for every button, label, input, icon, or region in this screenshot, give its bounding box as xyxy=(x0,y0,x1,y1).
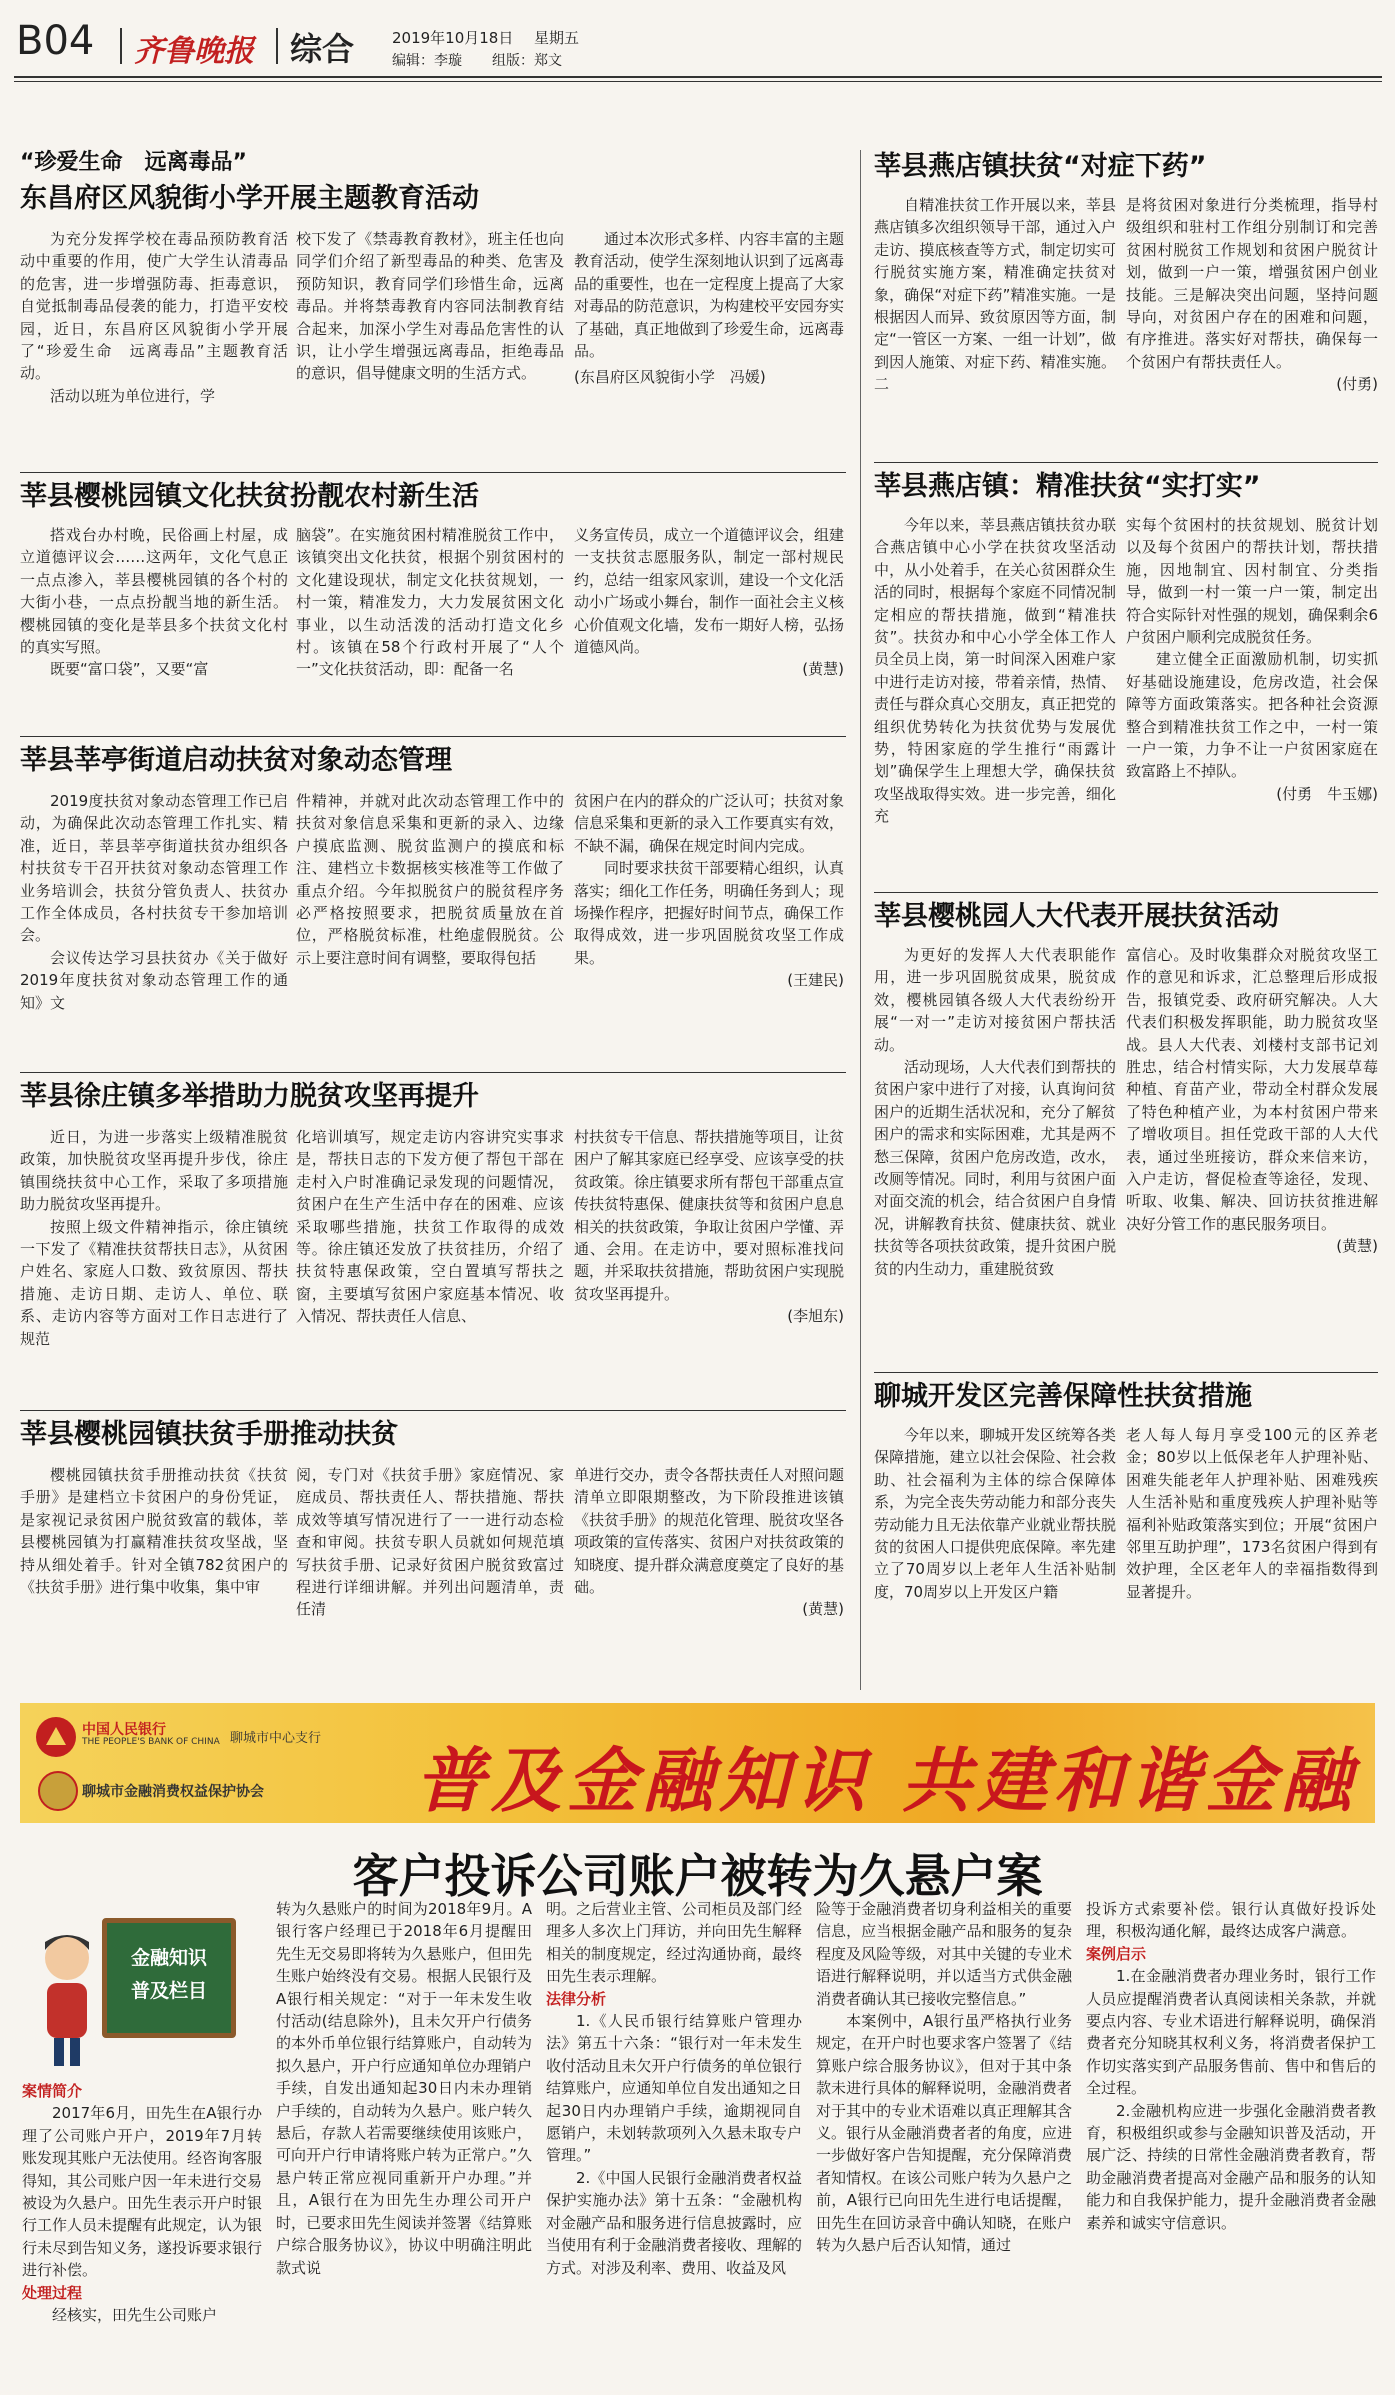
case-col3 xyxy=(546,1898,802,2392)
divider-7 xyxy=(874,892,1378,893)
article3-byline: (王建民) xyxy=(787,971,844,990)
protection-association: 聊城市金融消费权益保护协会 xyxy=(82,1784,264,1800)
case-para3: 明。之后营业主管、公司柜员及部门经理多人多次上门拜访，并向田先生解释相关的制度规定，经过沟通协商，最终田先生表示理解。 xyxy=(546,1900,802,1986)
page-number: B04 xyxy=(16,18,95,64)
case-title: 客户投诉公司账户被转为久悬户案 xyxy=(352,1849,1043,1903)
masthead-divider-2 xyxy=(276,28,278,64)
issue-date: 2019年10月18日 xyxy=(392,29,514,47)
banner-slogan: 普及金融知识 共建和谐金融 xyxy=(415,1739,1358,1822)
article9-col2 xyxy=(1126,1424,1378,1686)
article6-col2 xyxy=(1126,194,1378,462)
bank-name-en: THE PEOPLE'S BANK OF CHINA xyxy=(82,1737,220,1747)
chalkboard xyxy=(102,1918,236,2038)
article1-col2 xyxy=(296,228,564,478)
article4-para1: 近日，为进一步落实上级精准脱贫政策，加快脱贫攻坚再提升步伐，徐庄镇围绕扶贫中心工作，采取了多项措施助力脱贫攻坚再提升。 xyxy=(20,1128,288,1214)
divider-4 xyxy=(20,1410,846,1411)
article2-para4: 义务宣传员，成立一个道德评议会，组建一支扶贫志愿服务队，制定一部村规民约，总结一组家风家训，建设一个文化活动小广场或小舞台，制作一面社会主义核心价值观文化墙，发布一期好人榜，弘扬道德风尚。 xyxy=(574,526,844,657)
article5-para2: 阅，专门对《扶贫手册》家庭情况、家庭成员、帮扶责任人、帮扶措施、帮扶成效等填写情况进行了一一进行动态检查和审阅。扶贫专职人员就如何规范填写扶贫手册、记录好贫困户脱贫致富过程进行详细讲解。并列出问题清单，责任清 xyxy=(296,1466,564,1619)
article7-para1: 今年以来，莘县燕店镇扶贫办联合燕店镇中心小学在扶贫攻坚活动中，从小处着手，在关心贫困群众生活的同时，根据每个家庭不同情况制定相应的帮扶措施，做到“精准扶贫”。扶贫办和中心小学全体工作人员全员上岗，第一时间深入困难户家中进行走访对接，带着亲情，热情、责任与群众真心交朋友，真正把党的组织优势转化为扶贫优势与发展优势，特困家庭的学生推行“雨露计划”确保学生上理想大学，确保扶贫攻坚战取得实效。进一步完善，细化充 xyxy=(874,516,1116,826)
article9-col1 xyxy=(874,1424,1116,1686)
article5-title: 莘县樱桃园镇扶贫手册推动扶贫 xyxy=(20,1419,398,1450)
case-law-heading: 法律分析 xyxy=(546,1989,607,2008)
designer-credit: 组版：郑文 xyxy=(492,53,562,69)
article5-col2 xyxy=(296,1464,564,1689)
section-name: 综合 xyxy=(290,30,355,68)
article4-col3 xyxy=(574,1126,844,1406)
article8-para3: 富信心。及时收集群众对脱贫攻坚工作的意见和诉求，汇总整理后形成报告，报镇党委、政府研究解决。人大代表们积极发挥职能，助力脱贫攻坚战。县人大代表、刘楼村支部书记刘胜忠，结合村情实际，大力发展草莓种植、育苗产业，带动全村群众发展了特色种植产业，为本村贫困户带来了增收项目。担任党政干部的人大代表，通过坐班接访，群众来信来访，入户走访，督促检查等途径，发现、听取、收集、解决、回访扶贫推进解决好分管工作的惠民服务项目。 xyxy=(1126,946,1378,1233)
divider-3 xyxy=(20,1072,846,1073)
case-col5 xyxy=(1086,1898,1376,2392)
column-badge xyxy=(22,1908,232,2078)
article3-title: 莘县莘亭街道启动扶贫对象动态管理 xyxy=(20,745,452,776)
article9-para1: 今年以来，聊城开发区统筹各类保障措施，建立以社会保险、社会救助、社会福利为主体的综合保障体系，为完全丧失劳动能力和部分丧失劳动能力且无法依靠产业就业帮扶脱贫的贫困人口提供兜底保障。率先建立了70周岁以上老年人生活补贴制度，70周岁以上开发区户籍 xyxy=(874,1426,1116,1601)
case-para2: 转为久悬账户的时间为2018年9月。A银行客户经理已于2018年6月提醒田先生无交易即将转为久悬账户，但田先生账户始终没有交易。根据人民银行及A银行相关规定：“对于一年未发生收付活动(结息除外)，且未欠开户行债务的本外币单位银行结算账户，自动转为拟久悬户，开户行应通知单位办理销户手续，自发出通知起30日内未办理销户手续的，自动转为久悬户。账户转久悬后，存款人若需要继续使用该账户，可向开户行申请将账户转为正常户。”久悬户转正常应视同重新开户办理。”并且，A银行在为田先生办理公司开户时，已要求田先生阅读并签署《结算账户综合服务协议》，协议中明确注明此款式说 xyxy=(276,1900,532,2277)
case-process-heading: 处理过程 xyxy=(22,2283,83,2302)
article9-title: 聊城开发区完善保障性扶贫措施 xyxy=(874,1381,1252,1412)
article7-para2: 实每个贫困村的扶贫规划、脱贫计划以及每个贫困户的帮扶计划，帮扶措施，因地制宜、因村制宜、分类指导，做到一村一策一户一策，制定出符合实际针对性强的规划，确保剩余6户贫困户顺利完成脱贫任务。 xyxy=(1126,516,1378,647)
case-law2: 2.《中国人民银行金融消费者权益保护实施办法》第十五条：“金融机构对金融产品和服务进行信息披露时，应当使用有利于金融消费者接收、理解的方式。对涉及利率、费用、收益及风 xyxy=(546,2168,802,2277)
article9-para2: 老人每人每月享受100元的区养老金；80岁以上低保老年人护理补贴、困难失能老年人护理补贴、困难残疾人生活补贴和重度残疾人护理补贴等福利补贴政策落实到位；开展“贫困户邻里互助护理”，173名贫困户得到有效护理，全区老年人的幸福指数得到显著提升。 xyxy=(1126,1426,1378,1601)
bank-name-cn: 中国人民银行 xyxy=(82,1722,166,1738)
divider-1 xyxy=(20,472,846,473)
article1-kicker: “珍爱生命 远离毒品” xyxy=(20,150,247,175)
masthead-divider xyxy=(120,28,122,64)
paper-name: 齐鲁晚报 xyxy=(134,34,254,69)
article2-para1: 搭戏台办村晚，民俗画上村屋，成立道德评议会……这两年，文化气息正一点点渗入，莘县樱桃园镇的各个村的大街小巷，一点点扮靓当地的新生活。樱桃园镇的变化是莘县多个扶贫文化村的真实写照。 xyxy=(20,526,288,657)
case-para6: 投诉方式索要补偿。银行认真做好投诉处理，积极沟通化解，最终达成客户满意。 xyxy=(1086,1900,1376,1941)
masthead xyxy=(14,10,1384,72)
article5-col3 xyxy=(574,1464,844,1689)
case-para5: 本案例中，A银行虽严格执行业务规定，在开户时也要求客户签署了《结算账户综合服务协议》，但对于其中条款未进行具体的解释说明，金融消费者对于其中的专业术语难以真正理解其含义。银行从金融消费者者的角度，应进一步做好客户告知提醒，充分保障消费者知情权。在该公司账户转为久悬户之前，A银行已向田先生进行电话提醒，田先生在回访录音中确认知晓，在账户转为久悬户后否认知情，通过 xyxy=(816,2012,1072,2255)
case-insight-heading: 案例启示 xyxy=(1086,1944,1147,1963)
article1-para4: 通过本次形式多样、内容丰富的主题教育活动，使学生深刻地认识到了远离毒品的重要性，也在一定程度上提高了大家对毒品的防范意识，为构建校平安园夯实了基础，真正地做到了珍爱生命，远离毒品。 xyxy=(574,230,844,361)
issue-weekday: 星期五 xyxy=(534,29,580,47)
article7-col1 xyxy=(874,514,1116,886)
case-para4: 险等于金融消费者切身利益相关的重要信息，应当根据金融产品和服务的复杂程度及风险等级，对其中关键的专业术语进行解释说明，并以适当方式供金融消费者确认其已接收完整信息。” xyxy=(816,1900,1072,2008)
article1-para1: 为充分发挥学校在毒品预防教育活动中重要的作用，使广大学生认清毒品的危害，进一步增强防毒、拒毒意识，自觉抵制毒品侵袭的能力，打造平安校园，近日，东昌府区风貌街小学开展了“珍爱生命 远离毒品”主题教育活动。 xyxy=(20,230,288,383)
article4-title: 莘县徐庄镇多举措助力脱贫攻坚再提升 xyxy=(20,1081,479,1112)
case-col4 xyxy=(816,1898,1072,2392)
masthead-rule-thin xyxy=(14,81,1382,82)
article4-col1 xyxy=(20,1126,288,1406)
case-law1: 1.《人民币银行结算账户管理办法》第五十六条：“银行对一年未发生收付活动且未欠开户行债务的单位银行结算账户，应通知单位自发出通知之日起30日内办理销户手续，逾期视同自愿销户，未划转款项列入久悬未取专户管理。” xyxy=(546,2012,802,2165)
article1-col1 xyxy=(20,228,288,478)
financial-knowledge-banner xyxy=(20,1703,1375,1823)
article1-col3 xyxy=(574,228,844,478)
case-insight2: 2.金融机构应进一步强化金融消费者教育，积极组织或参与金融知识普及活动，开展广泛、持续的日常性金融消费者教育，帮助金融消费者提高对金融产品和服务的认知能力和自我保护能力，提升金融消费者金融素养和诚实守信意识。 xyxy=(1086,2101,1376,2232)
article1-para3: 校下发了《禁毒教育教材》，班主任也向同学们介绍了新型毒品的种类、危害及预防知识，教育同学们珍惜生命，远离毒品。并将禁毒教育内容同法制教育结合起来，加深小学生对毒品危害性的认识，让小学生增强远离毒品，拒绝毒品的意识，倡导健康文明的生活方式。 xyxy=(296,230,564,383)
article3-col2 xyxy=(296,790,564,1070)
article4-col2 xyxy=(296,1126,564,1406)
article1-para2: 活动以班为单位进行，学 xyxy=(50,386,216,405)
article1-title: 东昌府区风貌街小学开展主题教育活动 xyxy=(20,183,479,214)
divider-8 xyxy=(874,1372,1378,1373)
pboc-logo-icon xyxy=(36,1717,76,1757)
article5-para3: 单进行交办，责令各帮扶责任人对照问题清单立即限期整改，为下阶段推进该镇《扶贫手册》的规范化管理、脱贫攻坚各项政策的宣传落实、贫困户对扶贫政策的知晓度、提升群众满意度奠定了良好的基础。 xyxy=(574,1466,844,1597)
article8-title: 莘县樱桃园人大代表开展扶贫活动 xyxy=(874,901,1279,932)
article4-para3: 化培训填写，规定走访内容讲究实事求是，帮扶日志的下发方便了帮包干部在走村入户时准确记录发现的问题情况，贫困户在生产生活中存在的困难、应该采取哪些措施，扶贫工作取得的成效等。徐庄镇还发放了扶贫挂历，介绍了扶贫特惠保政策，空白置填写帮扶之窗，主要填写贫困户家庭基本情况、收入情况、帮扶责任人信息、 xyxy=(296,1128,564,1326)
article4-para4: 村扶贫专干信息、帮扶措施等项目，让贫困户了解其家庭已经享受、应该享受的扶贫政策。徐庄镇要求所有帮包干部重点宣传扶贫特惠保、健康扶贫等和贫困户息息相关的扶贫政策，争取让贫困户学懂、弄通、会用。在走访中，要对照标准找问题，并采取扶贫措施，帮助贫困户实现脱贫攻坚再提升。 xyxy=(574,1128,844,1303)
article4-byline: (李旭东) xyxy=(787,1307,844,1326)
article2-title: 莘县樱桃园镇文化扶贫扮靓农村新生活 xyxy=(20,481,479,512)
divider-6 xyxy=(874,462,1378,463)
article6-para2: 是将贫困对象进行分类梳理，指导村级组织和驻村工作组分别制订和完善贫困村脱贫工作规划和贫困户脱贫计划，做到一户一策，增强贫困户创业技能。三是解决突出问题，坚持问题导向，对贫困户存在的困难和问题，有序推进。落实好对帮扶，确保每一个贫困户有帮扶责任人。 xyxy=(1126,196,1378,371)
article7-col2 xyxy=(1126,514,1378,886)
article5-byline: (黄慧) xyxy=(802,1600,844,1619)
case-col1 xyxy=(22,2080,262,2392)
article7-byline: (付勇 牛玉娜) xyxy=(1276,784,1378,803)
article8-para1: 为更好的发挥人大代表职能作用，进一步巩固脱贫成果，脱贫成效，樱桃园镇各级人大代表纷纷开展“一对一”走访对接贫困户帮扶活动。 xyxy=(874,946,1116,1054)
article8-col2 xyxy=(1126,944,1378,1346)
article8-byline: (黄慧) xyxy=(1336,1237,1378,1256)
teacher-figure-icon xyxy=(32,1928,102,2068)
article5-para1: 樱桃园镇扶贫手册推动扶贫《扶贫手册》是建档立卡贫困户的身份凭证，是家视记录贫困户脱贫致富的载体，莘县樱桃园镇为打赢精准扶贫攻坚战，坚持从细处着手。针对全镇782贫困户的《扶贫手册》进行集中收集，集中审 xyxy=(20,1466,288,1597)
article8-col1 xyxy=(874,944,1116,1346)
article2-col1 xyxy=(20,524,288,736)
article2-para3: 脑袋”。在实施贫困村精准脱贫工作中，该镇突出文化扶贫，根据个别贫困村的文化建设现状，制定文化扶贫规划，一村一策，精准发力，大力发展贫困文化事业，以生动活泼的活动打造文化乡村。该镇在58个行政村开展了“人个一”文化扶贫活动，即：配备一名 xyxy=(296,526,564,679)
case-process: 经核实，田先生公司账户 xyxy=(52,2306,218,2325)
article2-col2 xyxy=(296,524,564,736)
editor-credit: 编辑：李璇 xyxy=(392,53,462,69)
article3-col1 xyxy=(20,790,288,1070)
assoc-logo-icon xyxy=(38,1771,78,1811)
article6-byline: (付勇) xyxy=(1336,375,1378,394)
article6-col1 xyxy=(874,194,1116,462)
article3-para5: 同时要求扶贫干部要精心组织，认真落实；细化工作任务，明确任务到人；现场操作程序，把握好时间节点，确保工作取得成效，进一步巩固脱贫攻坚工作成果。 xyxy=(574,859,844,967)
case-insight1: 1.在金融消费者办理业务时，银行工作人员应提醒消费者认真阅读相关条款，并就要点内容、专业术语进行解释说明，确保消费者充分知晓其权利义务，将消费者保护工作切实落实到产品服务售前、售中和售后的全过程。 xyxy=(1086,1967,1376,2098)
case-col2 xyxy=(276,1898,532,2392)
article4-para2: 按照上级文件精神指示，徐庄镇统一下发了《精准扶贫帮扶日志》，从贫困户姓名、家庭人口数、致贫原因、帮扶措施、走访日期、走访人、单位、联系、走访内容等方面对工作日志进行了规范 xyxy=(20,1217,288,1348)
column-divider xyxy=(860,150,861,1690)
article3-para4: 贫困户在内的群众的广泛认可；扶贫对象信息采集和更新的录入工作要真实有效，不缺不漏，确保在规定时间内完成。 xyxy=(574,792,844,855)
divider-2 xyxy=(20,736,846,737)
article7-para3: 建立健全正面激励机制，切实抓好基础设施建设，危房改造，社会保障等方面政策落实。把各种社会资源整合到精准扶贫工作之中，一村一策一户一策，力争不让一户贫困家庭在致富路上不掉队。 xyxy=(1126,650,1378,781)
article3-para3: 件精神，并就对此次动态管理工作中的扶贫对象信息采集和更新的录入、边缘户摸底监测、脱贫监测户的摸底和标注、建档立卡数据核实核准等工作做了重点介绍。今年拟脱贫户的脱贫程序务必严格按照要求，把脱贫质量放在首位，严格脱贫标准，杜绝虚假脱贫。公示上要注意时间有调整，要取得包括 xyxy=(296,792,564,967)
article2-byline: (黄慧) xyxy=(802,660,844,679)
badge-line-1: 金融知识 xyxy=(130,1947,207,1969)
article2-para2: 既要“富口袋”，又要“富 xyxy=(50,660,209,679)
article6-title: 莘县燕店镇扶贫“对症下药” xyxy=(874,151,1207,182)
case-intro: 2017年6月，田先生在A银行办理了公司账户开户，2019年7月转账发现其账户无法使用。经咨询客服得知，其公司账户因一年未进行交易被设为久悬户。田先生表示开户时银行工作人员未提醒有此规定，认为银行未尽到告知义务，遂投诉要求银行进行补偿。 xyxy=(22,2104,262,2280)
case-intro-heading: 案情简介 xyxy=(22,2082,83,2100)
masthead-rule xyxy=(14,76,1382,78)
article1-byline: (东昌府区风貌街小学 冯媛) xyxy=(574,368,766,387)
article7-title: 莘县燕店镇：精准扶贫“实打实” xyxy=(874,471,1261,502)
article5-col1 xyxy=(20,1464,288,1689)
article8-para2: 活动现场，人大代表们到帮扶的贫困户家中进行了对接，认真询问贫困户的近期生活状况和，充分了解贫困户的需求和实际困难，尤其是两不愁三保障，贫困户危房改造，改水，改厕等情况。同时，利用与贫困户面对面交流的机会，结合贫困户自身情况，讲解教育扶贫、健康扶贫、就业扶贫等各项扶贫政策，提升贫困户脱贫的内生动力，重建脱贫致 xyxy=(874,1058,1116,1278)
article6-para1: 自精准扶贫工作开展以来，莘县燕店镇多次组织领导干部，通过入户走访、摸底核查等方式，制定切实可行脱贫实施方案，精准确定扶贫对象，确保“对症下药”精准实施。一是根据因人而异、致贫原因等方面，制定“一管区一方案、一组一计划”，做到因人施策、对症下药、精准实施。二 xyxy=(874,196,1116,394)
article3-para1: 2019度扶贫对象动态管理工作已启动，为确保此次动态管理工作扎实、精准，近日，莘县莘亭街道扶贫办组织各村扶贫专干召开扶贫对象动态管理工作业务培训会，扶贫分管负责人、扶贫办工作全体成员，各村扶贫专干参加培训会。 xyxy=(20,792,288,945)
bank-branch: 聊城市中心支行 xyxy=(230,1731,322,1746)
article2-col3 xyxy=(574,524,844,736)
article3-col3 xyxy=(574,790,844,1070)
article3-para2: 会议传达学习县扶贫办《关于做好2019年度扶贫对象动态管理工作的通知》文 xyxy=(20,948,288,1012)
badge-line-2: 普及栏目 xyxy=(130,1980,207,2002)
